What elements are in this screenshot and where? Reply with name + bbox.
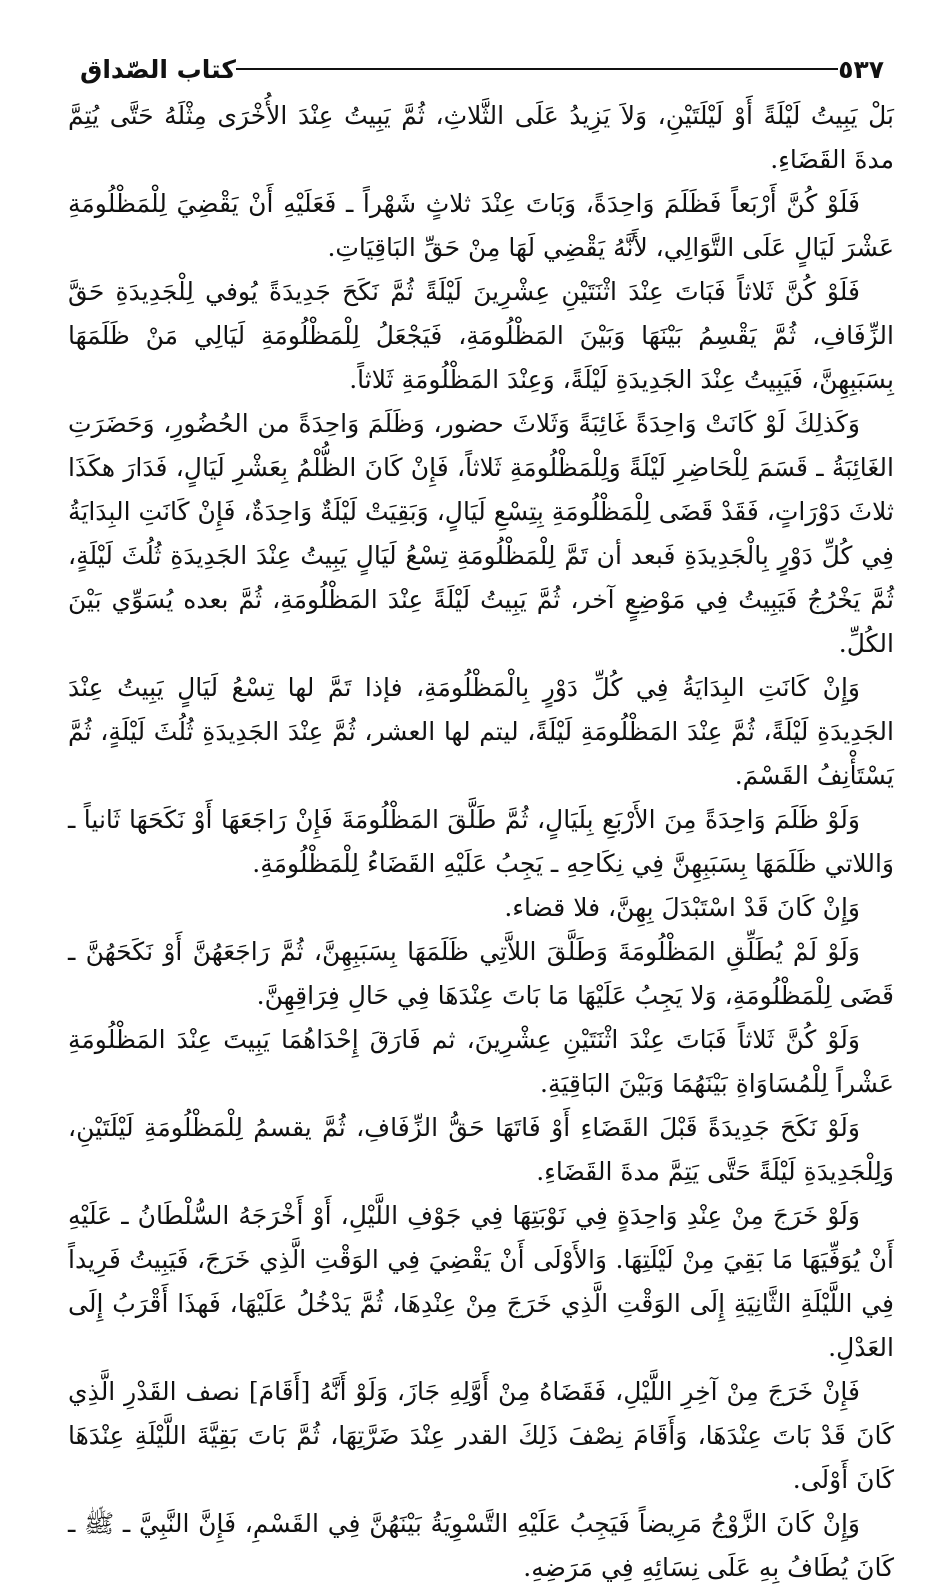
paragraph: وَكَذلِكَ لَوْ كَانَتْ وَاحِدَةً غَائِبَةً وَثَلاثَ حضور، وَظَلَمَ وَاحِدَةً من الحُضُورِ، وَحَضَرَتِ الغَائِبَةُ ـ قَسَمَ لِلْحَاضِرِ لَيْلَةً وَلِلْمَظْلُومَةِ ثَلاثاً، فَإِنْ كَانَ الظُّلْمُ بِعَشْرِ لَيَالٍ، فَدَارَ هكَذَا ثلاثَ دَوْرَاتٍ، فَقَدْ قَضَى لِلْمَظْلُومَةِ بِتِسْعِ لَيَالٍ، وَبَقِيَتْ لَيْلَةٌ وَاحِدَةٌ، فَإِنْ كَانَتِ البِدَايَةُ فِي كُلِّ دَوْرٍ بِالْجَدِيدَةِ فَبعد أن تَمَّ لِلْمَظْلُومَةِ تِسْعُ لَيَالٍ يَبِيتُ عِنْدَ الجَدِيدَةِ ثُلُثَ لَيْلَةٍ، ثُمَّ يَخْرُجُ فَيَبِيتُ فِي مَوْضِعٍ آخر، ثُمَّ يَبِيتُ لَيْلَةً عِنْدَ المَظْلُومَةِ، ثُمَّ بعده يُسَوِّي بَيْنَ الكُلِّ. xyxy=(68,409,894,658)
paragraph: وَلَوْ خَرَجَ مِنْ عِنْدِ وَاحِدَةٍ فِي نَوْبَتِهَا فِي جَوْفِ اللَّيْلِ، أَوْ أَخْرَجَهُ السُّلْطَانُ ـ عَلَيْهِ أَنْ يُوَفِّيَهَا مَا بَقِيَ مِنْ لَيْلَتِهَا. وَالأَوْلَى أَنْ يَقْضِيَ فِي الوَقْتِ الَّذِي خَرَجَ، فَيَبِيتُ فَرِيداً فِي اللَّيْلَةِ الثَّانِيَةِ إِلَى الوَقْتِ الَّذِي خَرَجَ مِنْ عِنْدِهَا، ثُمَّ يَدْخُلُ عَلَيْهَا، فَهذَا أَقْرَبُ إِلَى العَدْلِ. xyxy=(68,1201,894,1362)
paragraph: وَلَوْ نَكَحَ جَدِيدَةً قَبْلَ القَضَاءِ أَوْ فَاتَهَا حَقُّ الزِّفَافِ، ثُمَّ يقسمُ لِلْمَظْلُومَةِ لَيْلَتَيْنِ، وَلِلْجَدِيدَةِ لَيْلَةً حَتَّى يَتِمَّ مدةَ القَضَاءِ. xyxy=(68,1113,894,1186)
paragraph: وَإِنْ كَانَ قَدْ اسْتَبْدَلَ بِهِنَّ، فلا قضاء. xyxy=(504,893,860,922)
page-number: ٥٣٧ xyxy=(838,54,884,84)
paragraph: فَإِنْ خَرَجَ مِنْ آخِرِ اللَّيْلِ، فَقَضَاهُ مِنْ أَوَّلِهِ جَازَ، وَلَوْ أَنَّهُ [أَقَامَ] نصف القَدْرِ الَّذِي كَانَ قَدْ بَاتَ عِنْدَهَا، وَأَقَامَ نِصْفَ ذَلِكَ القدر عِنْدَ ضَرَّتِهَا، ثُمَّ بَاتَ بَقِيَّةَ اللَّيْلَةِ عِنْدَهَا كَانَ أَوْلَى. xyxy=(68,1377,894,1494)
paragraph: وَإِنْ كَانَتِ البِدَايَةُ فِي كُلِّ دَوْرٍ بِالْمَظْلُومَةِ، فإذا تَمَّ لها تِسْعُ لَيَالٍ يَبِيتُ عِنْدَ الجَدِيدَةِ لَيْلَةً، ثُمَّ عِنْدَ المَظْلُومَةِ لَيْلَةً، ليتم لها العشر، ثُمَّ عِنْدَ الجَدِيدَةِ ثُلُثَ لَيْلَةٍ، ثُمَّ يَسْتَأْنِفُ القَسْمَ. xyxy=(68,673,894,790)
paragraph: وَلَوْ لَمْ يُطَلِّقِ المَظْلُومَةَ وَطَلَّقَ اللاَّتِي ظَلَمَهَا بِسَبَبِهِنَّ، ثُمَّ رَاجَعَهُنَّ أَوْ نَكَحَهُنَّ ـ قَضَى لِلْمَظْلُومَةِ، وَلا يَجِبُ عَلَيْهَا مَا بَاتَ عِنْدَهَا فِي حَالِ فِرَاقِهِنَّ. xyxy=(68,937,894,1010)
running-head xyxy=(70,52,894,86)
paragraph: فَلَوْ كُنَّ أَرْبَعاً فَظَلَمَ وَاحِدَةً، وَبَاتَ عِنْدَ ثلاثٍ شَهْراً ـ فَعَلَيْهِ أَنْ يَقْضِيَ لِلْمَظْلُومَةِ عَشْرَ لَيَالٍ عَلَى التَّوَالِي، لأَنَّهُ يَقْضِي لَهَا مِنْ حَقِّ البَاقِيَاتِ. xyxy=(68,189,894,262)
paragraph: وَإِنْ كَانَ الزَّوْجُ مَرِيضاً فَيَجِبُ عَلَيْهِ التَّسْوِيَةُ بَيْنَهُنَّ فِي القَسْمِ، فَإِنَّ النَّبِيَّ ـ ﷺ ـ كَانَ يُطَافُ بِهِ عَلَى نِسَائِهِ فِي مَرَضِهِ. xyxy=(68,1509,894,1582)
book-title: كتاب الصّداق xyxy=(80,54,236,84)
paragraph: بَلْ يَبِيتُ لَيْلَةً أَوْ لَيْلَتَيْنِ، وَلاَ يَزِيدُ عَلَى الثَّلاثِ، ثُمَّ يَبِيتُ عِنْدَ الأُخْرَى مِثْلَهُ حَتَّى يُتِمَّ مدةَ القَضَاءِ. xyxy=(68,101,894,174)
paragraph: وَلَوْ ظَلَمَ وَاحِدَةً مِنَ الأَرْبَعِ بِلَيَالٍ، ثُمَّ طَلَّقَ المَظْلُومَةَ فَإِنْ رَاجَعَهَا أَوْ نَكَحَهَا ثَانياً ـ وَاللاتي ظَلَمَهَا بِسَبَبِهِنَّ فِي نِكَاحِهِ ـ يَجِبُ عَلَيْهِ القَضَاءُ لِلْمَظْلُومَةِ. xyxy=(68,805,894,878)
header-rule xyxy=(236,68,838,70)
paragraph: فَلَوْ كُنَّ ثَلاثاً فَبَاتَ عِنْدَ اثْنَتَيْنِ عِشْرِينَ لَيْلَةً ثُمَّ نَكَحَ جَدِيدَةً يُوفي لِلْجَدِيدَةِ حَقَّ الزِّفَافِ، ثُمَّ يَقْسِمُ بَيْنَهَا وَبَيْنَ المَظْلُومَةِ، فَيَجْعَلُ لِلْمَظْلُومَةِ لَيَالِي مَنْ ظَلَمَهَا بِسَبَبِهِنَّ، فَيَبِيتُ عِنْدَ الجَدِيدَةِ لَيْلَةً، وَعِنْدَ المَظْلُومَةِ ثَلاثاً. xyxy=(68,277,894,394)
body-text xyxy=(68,94,894,1590)
paragraph: وَلَوْ كُنَّ ثَلاثاً فَبَاتَ عِنْدَ اثْنَتَيْنِ عِشْرِينَ، ثم فَارَقَ إِحْدَاهُمَا يَبِيتَ عِنْدَ المَظْلُومَةِ عَشْراً لِلْمُسَاوَاةِ بَيْنَهُمَا وَبَيْنَ البَاقِيَةِ. xyxy=(68,1025,894,1098)
